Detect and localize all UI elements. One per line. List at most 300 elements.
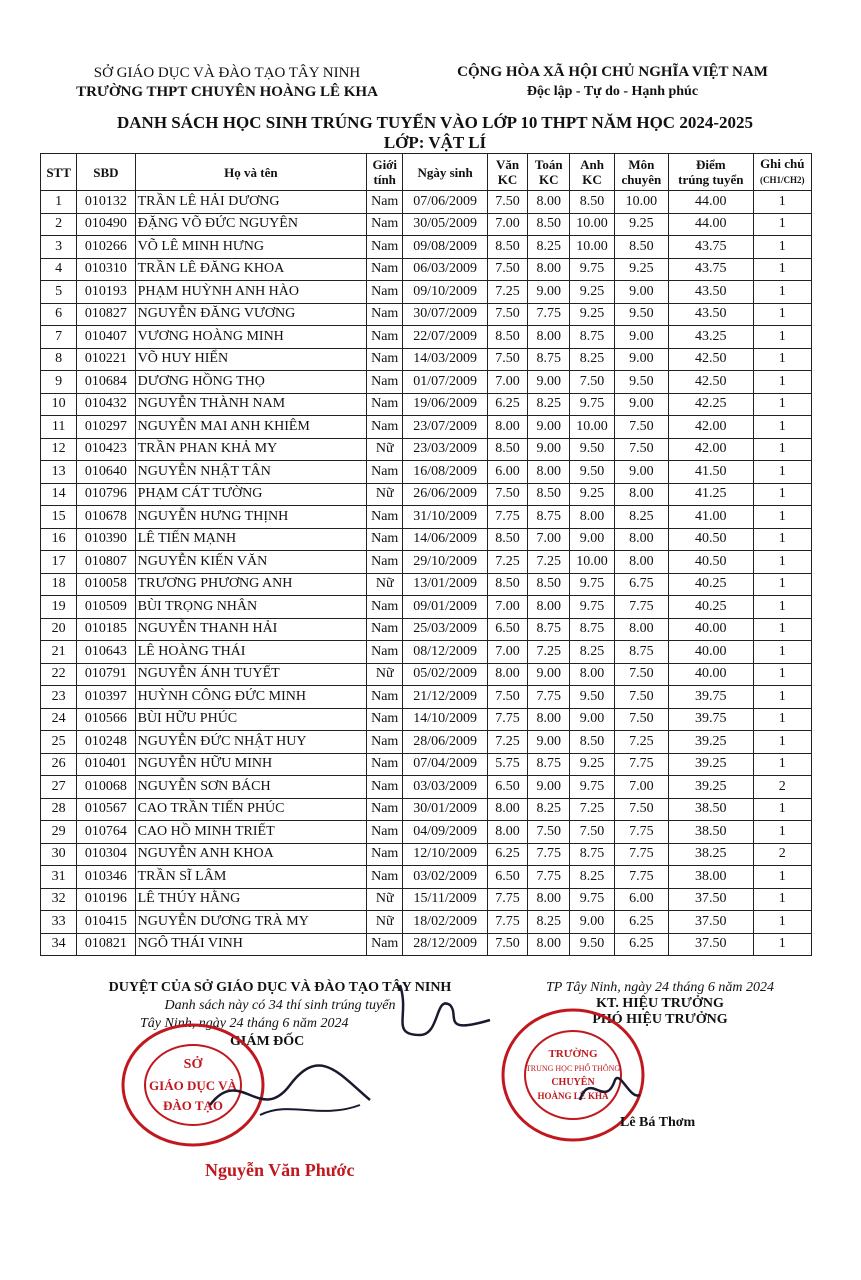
van-cell: 8.50 [487,438,527,461]
dob-cell: 05/02/2009 [403,663,488,686]
diem-cell: 42.00 [669,438,754,461]
stt-cell: 5 [41,281,77,304]
ghichu-cell: 1 [753,281,811,304]
diem-cell: 41.25 [669,483,754,506]
ghichu-cell: 1 [753,258,811,281]
toan-cell: 9.00 [528,416,570,439]
anh-cell: 8.50 [570,731,614,754]
van-cell: 7.50 [487,933,527,956]
dob-cell: 12/10/2009 [403,843,488,866]
ghichu-cell: 1 [753,753,811,776]
anh-cell: 9.75 [570,393,614,416]
van-cell: 8.00 [487,663,527,686]
name-cell: TRẦN PHAN KHẢ MY [135,438,367,461]
mon-chuyen-cell: 7.50 [614,686,668,709]
van-cell: 7.50 [487,348,527,371]
gender-cell: Nam [367,461,403,484]
sbd-cell: 010193 [77,281,135,304]
ghichu-cell: 1 [753,236,811,259]
toan-cell: 8.00 [528,258,570,281]
name-cell: NGUYỄN ANH KHOA [135,843,367,866]
diem-cell: 41.00 [669,506,754,529]
dob-cell: 04/09/2009 [403,821,488,844]
name-cell: NGUYỄN SƠN BÁCH [135,776,367,799]
dob-cell: 30/01/2009 [403,798,488,821]
anh-cell: 9.50 [570,933,614,956]
name-cell: VÕ HUY HIỂN [135,348,367,371]
table-row [41,303,812,326]
name-cell: NGUYỄN NHẬT TÂN [135,461,367,484]
table-row [41,686,812,709]
dob-cell: 29/10/2009 [403,551,488,574]
table-row [41,641,812,664]
gender-cell: Nam [367,236,403,259]
col-ghichu-line2: (CH1/CH2) [760,175,805,185]
gender-cell: Nam [367,618,403,641]
ghichu-cell: 1 [753,461,811,484]
sbd-cell: 010566 [77,708,135,731]
approval-date: Tây Ninh, ngày 24 tháng 6 năm 2024 [140,1016,349,1031]
van-cell: 8.50 [487,236,527,259]
van-cell: 8.00 [487,821,527,844]
diem-cell: 38.50 [669,798,754,821]
col-van-line1: Văn [495,157,520,172]
stt-cell: 7 [41,326,77,349]
van-cell: 6.25 [487,393,527,416]
table-row [41,416,812,439]
name-cell: VƯƠNG HOÀNG MINH [135,326,367,349]
dob-cell: 09/10/2009 [403,281,488,304]
col-ghichu [753,154,811,191]
table-row [41,888,812,911]
name-cell: NGUYỄN HƯNG THỊNH [135,506,367,529]
vice-principal-name: Lê Bá Thơm [620,1115,696,1130]
table-row [41,438,812,461]
ghichu-cell: 1 [753,528,811,551]
toan-cell: 8.75 [528,348,570,371]
table-row [41,213,812,236]
table-row [41,506,812,529]
name-cell: NGUYỄN ĐỨC NHẬT HUY [135,731,367,754]
document-title: DANH SÁCH HỌC SINH TRÚNG TUYỂN VÀO LỚP 10 THPT NĂM HỌC 2024-2025 [117,113,753,132]
toan-cell: 7.00 [528,528,570,551]
results-table [40,153,812,956]
class-name: LỚP: VẬT LÍ [383,133,487,152]
director-title: GIÁM ĐỐC [230,1034,305,1049]
ghichu-cell: 1 [753,933,811,956]
ghichu-cell: 1 [753,326,811,349]
sbd-cell: 010058 [77,573,135,596]
table-row [41,236,812,259]
sbd-cell: 010490 [77,213,135,236]
table-row [41,348,812,371]
ghichu-cell: 1 [753,393,811,416]
anh-cell: 9.25 [570,281,614,304]
gender-cell: Nam [367,866,403,889]
name-cell: CAO TRẦN TIẾN PHÚC [135,798,367,821]
stt-cell: 6 [41,303,77,326]
van-cell: 7.50 [487,483,527,506]
table-row [41,596,812,619]
diem-cell: 44.00 [669,213,754,236]
van-cell: 7.50 [487,258,527,281]
sbd-cell: 010684 [77,371,135,394]
col-anh [570,154,614,191]
mon-chuyen-cell: 9.00 [614,281,668,304]
sbd-cell: 010827 [77,303,135,326]
dob-cell: 06/03/2009 [403,258,488,281]
svg-text:CHUYÊN: CHUYÊN [551,1077,595,1088]
dob-cell: 21/12/2009 [403,686,488,709]
ghichu-cell: 1 [753,663,811,686]
van-cell: 7.50 [487,191,527,214]
dob-cell: 15/11/2009 [403,888,488,911]
col-ghichu-line1: Ghi chú [760,156,805,171]
mon-chuyen-cell: 7.00 [614,776,668,799]
gender-cell: Nam [367,596,403,619]
gender-cell: Nam [367,191,403,214]
col-toan-line1: Toán [534,157,563,172]
diem-cell: 39.25 [669,753,754,776]
principal-title: KT. HIỆU TRƯỞNG [596,996,724,1011]
van-cell: 7.00 [487,596,527,619]
col-mon-line2: chuyên [621,172,662,187]
toan-cell: 8.00 [528,191,570,214]
col-mon-line1: Môn [628,157,655,172]
gender-cell: Nữ [367,888,403,911]
gender-cell: Nam [367,371,403,394]
ghichu-cell: 1 [753,303,811,326]
van-cell: 8.00 [487,798,527,821]
svg-text:HOÀNG LÊ KHA: HOÀNG LÊ KHA [537,1091,609,1101]
van-cell: 6.00 [487,461,527,484]
van-cell: 7.50 [487,686,527,709]
school-name: TRƯỜNG THPT CHUYÊN HOÀNG LÊ KHA [76,84,378,100]
sbd-cell: 010567 [77,798,135,821]
anh-cell: 10.00 [570,213,614,236]
ghichu-cell: 1 [753,573,811,596]
anh-cell: 8.00 [570,663,614,686]
vice-principal-title: PHÓ HIỆU TRƯỞNG [592,1012,728,1027]
sbd-cell: 010346 [77,866,135,889]
name-cell: ĐẶNG VÕ ĐỨC NGUYÊN [135,213,367,236]
col-gender [367,154,403,191]
mon-chuyen-cell: 7.50 [614,708,668,731]
diem-cell: 42.25 [669,393,754,416]
col-diem-line2: trúng tuyển [678,172,744,187]
diem-cell: 40.25 [669,596,754,619]
svg-text:TRƯỜNG: TRƯỜNG [548,1048,598,1060]
stt-cell: 27 [41,776,77,799]
anh-cell: 9.25 [570,303,614,326]
anh-cell: 9.00 [570,708,614,731]
director-name: Nguyễn Văn Phước [205,1160,355,1180]
dob-cell: 28/06/2009 [403,731,488,754]
table-row [41,933,812,956]
table-row [41,191,812,214]
stt-cell: 11 [41,416,77,439]
mon-chuyen-cell: 9.00 [614,348,668,371]
name-cell: TRẦN SĨ LÂM [135,866,367,889]
name-cell: DƯƠNG HỒNG THỌ [135,371,367,394]
mon-chuyen-cell: 7.75 [614,753,668,776]
gender-cell: Nam [367,731,403,754]
dob-cell: 30/05/2009 [403,213,488,236]
diem-cell: 43.50 [669,281,754,304]
sbd-cell: 010401 [77,753,135,776]
diem-cell: 40.25 [669,573,754,596]
svg-text:ĐÀO TẠO: ĐÀO TẠO [162,1098,224,1113]
toan-cell: 8.00 [528,326,570,349]
col-dob: Ngày sinh [403,154,488,191]
name-cell: NGUYỄN DƯƠNG TRÀ MY [135,911,367,934]
mon-chuyen-cell: 7.75 [614,821,668,844]
toan-cell: 8.75 [528,506,570,529]
name-cell: BÙI HỮU PHÚC [135,708,367,731]
name-cell: CAO HỒ MINH TRIẾT [135,821,367,844]
col-van [487,154,527,191]
anh-cell: 9.25 [570,483,614,506]
gender-cell: Nam [367,348,403,371]
van-cell: 8.50 [487,326,527,349]
van-cell: 7.75 [487,888,527,911]
stt-cell: 8 [41,348,77,371]
dob-cell: 09/08/2009 [403,236,488,259]
van-cell: 7.75 [487,911,527,934]
van-cell: 7.25 [487,281,527,304]
mon-chuyen-cell: 8.00 [614,483,668,506]
sbd-cell: 010068 [77,776,135,799]
toan-cell: 7.25 [528,641,570,664]
van-cell: 7.00 [487,213,527,236]
diem-cell: 40.50 [669,551,754,574]
name-cell: NGUYỄN KIẾN VĂN [135,551,367,574]
anh-cell: 8.75 [570,618,614,641]
mon-chuyen-cell: 7.50 [614,438,668,461]
name-cell: PHẠM CÁT TƯỜNG [135,483,367,506]
diem-cell: 38.25 [669,843,754,866]
dob-cell: 30/07/2009 [403,303,488,326]
diem-cell: 43.25 [669,326,754,349]
sbd-cell: 010196 [77,888,135,911]
col-toan-line2: KC [539,172,559,187]
col-diem-line1: Điểm [696,157,726,172]
ghichu-cell: 1 [753,371,811,394]
toan-cell: 9.00 [528,371,570,394]
dob-cell: 18/02/2009 [403,911,488,934]
dob-cell: 25/03/2009 [403,618,488,641]
diem-cell: 37.50 [669,911,754,934]
diem-cell: 44.00 [669,191,754,214]
gender-cell: Nữ [367,483,403,506]
anh-cell: 8.25 [570,866,614,889]
table-row [41,663,812,686]
mon-chuyen-cell: 9.00 [614,326,668,349]
gender-cell: Nam [367,303,403,326]
mon-chuyen-cell: 9.25 [614,213,668,236]
mon-chuyen-cell: 9.00 [614,461,668,484]
ghichu-cell: 1 [753,618,811,641]
anh-cell: 9.50 [570,438,614,461]
stt-cell: 24 [41,708,77,731]
dob-cell: 31/10/2009 [403,506,488,529]
col-gender-line2: tính [373,172,396,187]
name-cell: NGUYỄN ÁNH TUYẾT [135,663,367,686]
sbd-cell: 010423 [77,438,135,461]
toan-cell: 8.25 [528,393,570,416]
header-right [440,62,785,102]
sbd-cell: 010796 [77,483,135,506]
name-cell: NGUYỄN ĐĂNG VƯƠNG [135,303,367,326]
gender-cell: Nam [367,393,403,416]
table-row [41,461,812,484]
toan-cell: 8.00 [528,888,570,911]
van-cell: 7.00 [487,371,527,394]
mon-chuyen-cell: 8.00 [614,551,668,574]
anh-cell: 8.25 [570,641,614,664]
table-row [41,753,812,776]
name-cell: LÊ THÚY HẰNG [135,888,367,911]
ghichu-cell: 1 [753,551,811,574]
anh-cell: 7.50 [570,371,614,394]
name-cell: VÕ LÊ MINH HƯNG [135,236,367,259]
stt-cell: 1 [41,191,77,214]
mon-chuyen-cell: 8.00 [614,528,668,551]
ghichu-cell: 1 [753,483,811,506]
col-anh-line1: Anh [580,157,604,172]
table-row [41,551,812,574]
name-cell: NGUYỄN HỮU MINH [135,753,367,776]
van-cell: 8.00 [487,416,527,439]
ghichu-cell: 1 [753,821,811,844]
stt-cell: 3 [41,236,77,259]
sbd-cell: 010248 [77,731,135,754]
dob-cell: 13/01/2009 [403,573,488,596]
ghichu-cell: 1 [753,686,811,709]
stt-cell: 30 [41,843,77,866]
stt-cell: 23 [41,686,77,709]
ghichu-cell: 1 [753,213,811,236]
sbd-cell: 010807 [77,551,135,574]
diem-cell: 42.50 [669,348,754,371]
sbd-cell: 010509 [77,596,135,619]
ghichu-cell: 1 [753,911,811,934]
sbd-cell: 010266 [77,236,135,259]
van-cell: 7.75 [487,506,527,529]
anh-cell: 9.75 [570,776,614,799]
diem-cell: 43.75 [669,258,754,281]
col-van-line2: KC [497,172,518,187]
table-row [41,326,812,349]
ghichu-cell: 1 [753,798,811,821]
dob-cell: 14/06/2009 [403,528,488,551]
stt-cell: 13 [41,461,77,484]
ghichu-cell: 1 [753,731,811,754]
anh-cell: 9.75 [570,258,614,281]
ghichu-cell: 2 [753,776,811,799]
mon-chuyen-cell: 8.75 [614,641,668,664]
name-cell: NGÔ THÁI VINH [135,933,367,956]
approval-count: Danh sách này có 34 thí sinh trúng tuyển [164,998,396,1013]
sbd-cell: 010678 [77,506,135,529]
toan-cell: 7.75 [528,303,570,326]
table-row [41,258,812,281]
stt-cell: 16 [41,528,77,551]
dob-cell: 14/03/2009 [403,348,488,371]
stt-cell: 17 [41,551,77,574]
gender-cell: Nam [367,843,403,866]
stt-cell: 18 [41,573,77,596]
diem-cell: 43.50 [669,303,754,326]
svg-text:TRUNG HỌC PHỔ THÔNG: TRUNG HỌC PHỔ THÔNG [525,1064,621,1073]
diem-cell: 40.00 [669,641,754,664]
ghichu-cell: 1 [753,866,811,889]
anh-cell: 9.75 [570,596,614,619]
col-diem [669,154,754,191]
stt-cell: 2 [41,213,77,236]
mon-chuyen-cell: 6.00 [614,888,668,911]
col-mon-chuyen [614,154,668,191]
name-cell: NGUYỄN THANH HẢI [135,618,367,641]
table-body [41,191,812,956]
name-cell: LÊ HOÀNG THÁI [135,641,367,664]
van-cell: 8.50 [487,573,527,596]
toan-cell: 7.75 [528,686,570,709]
ghichu-cell: 1 [753,438,811,461]
anh-cell: 9.00 [570,528,614,551]
toan-cell: 8.50 [528,573,570,596]
sbd-cell: 010310 [77,258,135,281]
table-row [41,866,812,889]
col-anh-line2: KC [582,172,602,187]
signature-left [200,1045,380,1135]
toan-cell: 7.75 [528,843,570,866]
anh-cell: 9.75 [570,573,614,596]
gender-cell: Nam [367,753,403,776]
toan-cell: 9.00 [528,281,570,304]
van-cell: 6.50 [487,776,527,799]
anh-cell: 8.00 [570,506,614,529]
stt-cell: 15 [41,506,77,529]
gender-cell: Nam [367,933,403,956]
toan-cell: 7.75 [528,866,570,889]
col-gender-line1: Giới [372,157,397,172]
toan-cell: 8.25 [528,236,570,259]
svg-text:GIÁO DỤC VÀ: GIÁO DỤC VÀ [149,1078,237,1093]
anh-cell: 9.00 [570,911,614,934]
anh-cell: 8.50 [570,191,614,214]
anh-cell: 8.75 [570,843,614,866]
dob-cell: 01/07/2009 [403,371,488,394]
department-name: SỞ GIÁO DỤC VÀ ĐÀO TẠO TÂY NINH [93,65,361,81]
sbd-cell: 010764 [77,821,135,844]
table-row [41,798,812,821]
gender-cell: Nam [367,641,403,664]
table-row [41,911,812,934]
sbd-cell: 010791 [77,663,135,686]
diem-cell: 39.75 [669,708,754,731]
van-cell: 5.75 [487,753,527,776]
table-row [41,371,812,394]
name-cell: NGUYỄN THÀNH NAM [135,393,367,416]
gender-cell: Nữ [367,573,403,596]
table-row [41,708,812,731]
name-cell: BÙI TRỌNG NHÂN [135,596,367,619]
ghichu-cell: 1 [753,888,811,911]
gender-cell: Nam [367,506,403,529]
col-stt: STT [41,154,77,191]
dob-cell: 26/06/2009 [403,483,488,506]
